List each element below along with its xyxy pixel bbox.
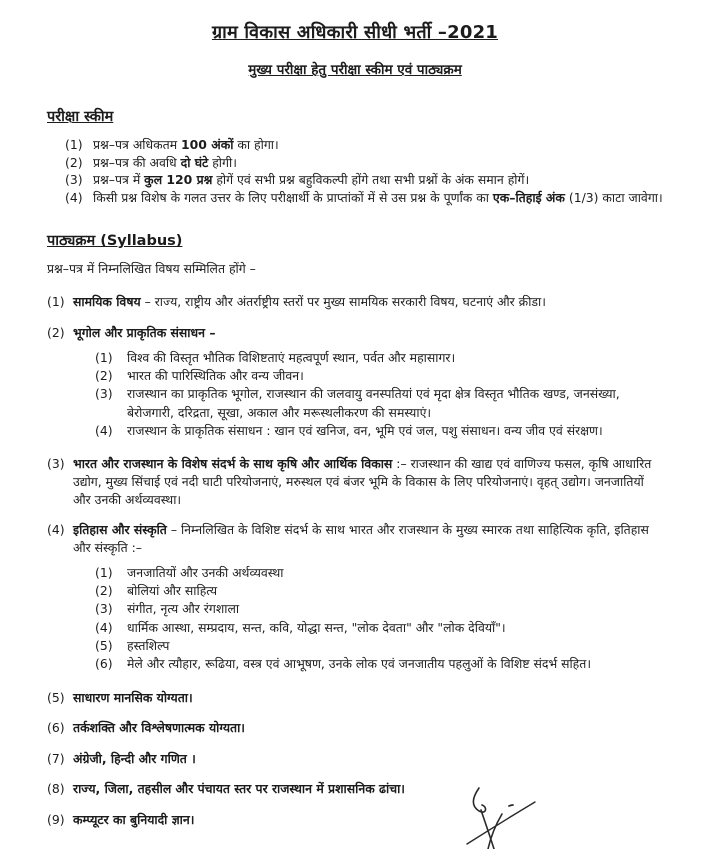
- item-number: (2): [65, 154, 83, 170]
- subitem-number: (5): [95, 637, 113, 653]
- syllabus-topic: [47, 780, 663, 798]
- topic-number: (8): [47, 781, 65, 797]
- topic-number: (1): [47, 294, 65, 310]
- item-text: प्रश्न–पत्र की अवधि दो घंटे होगी।: [93, 154, 237, 170]
- syllabus-topic: [47, 324, 663, 442]
- syllabus-topic: [47, 719, 663, 737]
- subitem-text: जनजातियों और उनकी अर्थव्यवस्था: [127, 564, 284, 580]
- exam-scheme-heading: परीक्षा स्कीम: [47, 109, 114, 125]
- topic-body: सामयिक विषय – राज्य, राष्ट्रीय और अंतर्राष्ट्रीय स्तरों पर मुख्य सामयिक सरकारी विषय, घटनाएं और क्रीडा।: [73, 294, 546, 310]
- syllabus-intro: प्रश्न–पत्र में निम्नलिखित विषय सम्मिलित होंगे –: [47, 261, 256, 277]
- exam-scheme-list: [65, 136, 663, 206]
- topic-body: कम्प्यूटर का बुनियादी ज्ञान।: [73, 812, 195, 828]
- syllabus-topic: [47, 689, 663, 707]
- item-text: प्रश्न–पत्र अधिकतम 100 अंकों का होगा।: [93, 137, 279, 152]
- exam-scheme-item: [65, 154, 663, 172]
- syllabus-subitem: [95, 619, 663, 637]
- topic-sub-list: [95, 564, 663, 674]
- subitem-text: विश्व की विस्तृत भौतिक विशिष्टताएं महत्वपूर्ण स्थान, पर्वत और महासागर।: [127, 349, 456, 365]
- syllabus-subitem: [95, 582, 663, 600]
- subitem-text: संगीत, नृत्य और रंगशाला: [127, 601, 240, 617]
- exam-scheme-item: [65, 189, 663, 207]
- syllabus-topic: [47, 521, 663, 675]
- item-text: प्रश्न–पत्र में कुल 120 प्रश्न होगें एवं सभी प्रश्न बहुविकल्पी होंगे तथा सभी प्रश्नों के अंक समान होगें।: [93, 172, 530, 188]
- subitem-number: (6): [95, 656, 113, 672]
- syllabus-subitem: [95, 600, 663, 618]
- syllabus-subitem: [95, 422, 663, 440]
- syllabus-topics: [47, 293, 663, 828]
- syllabus-subitem: [95, 637, 663, 655]
- subitem-number: (1): [95, 349, 113, 365]
- topic-number: (3): [47, 456, 65, 472]
- topic-sub-list: [95, 349, 663, 441]
- exam-scheme-item: [65, 171, 663, 189]
- syllabus-heading: पाठ्यक्रम (Syllabus): [47, 233, 183, 250]
- subitem-number: (3): [95, 386, 113, 402]
- topic-number: (2): [47, 325, 65, 341]
- subitem-number: (3): [95, 601, 113, 617]
- syllabus-subitem: [95, 367, 663, 385]
- topic-number: (7): [47, 750, 65, 766]
- subitem-number: (1): [95, 564, 113, 580]
- item-number: (4): [65, 189, 83, 205]
- topic-body: तर्कशक्ति और विश्लेषणात्मक योग्यता।: [73, 720, 245, 736]
- item-number: (3): [65, 172, 83, 188]
- topic-body: भारत और राजस्थान के विशेष संदर्भ के साथ कृषि और आर्थिक विकास :– राजस्थान की खाद्य एवं वाणिज्य फसल, कृषि आधारित उद्योग, मुख्य सिंचाई एवं नदी घाटी परियोजनाएं, मरुस्थल एवं बंजर भूमि के विकास के लिए परियोजनाएं। वृहत् उद्योग। जनजातियों और उनकी अर्थव्यवस्था।: [73, 456, 652, 507]
- subitem-text: धार्मिक आस्था, सम्प्रदाय, सन्त, कवि, योद्धा सन्त, "लोक देवता" और "लोक देवियाँ"।: [127, 619, 506, 635]
- subitem-text: मेले और त्यौहार, रूढिया, वस्त्र एवं आभूषण, उनके लोक एवं जनजातीय पहलुओं के विशिष्ट संदर्भ सहित।: [127, 656, 592, 672]
- topic-number: (4): [47, 522, 65, 538]
- handwritten-signature-icon: [445, 786, 565, 849]
- topic-body: अंग्रेजी, हिन्दी और गणित ।: [73, 750, 196, 766]
- topic-number: (5): [47, 689, 65, 705]
- subitem-text: भारत की पारिस्थितिक और वन्य जीवन।: [127, 368, 304, 384]
- syllabus-subitem: [95, 564, 663, 582]
- subitem-text: हस्तशिल्प: [127, 637, 170, 653]
- topic-number: (9): [47, 812, 65, 828]
- subitem-number: (4): [95, 619, 113, 635]
- subitem-text: राजस्थान के प्राकृतिक संसाधन : खान एवं खनिज, वन, भूमि एवं जल, पशु संसाधन। वन्य जीव एवं संरक्षण।: [127, 423, 603, 439]
- syllabus-topic: [47, 455, 663, 508]
- subitem-number: (2): [95, 582, 113, 598]
- syllabus-topic: [47, 811, 663, 829]
- topic-body: राज्य, जिला, तहसील और पंचायत स्तर पर राजस्थान में प्रशासनिक ढांचा।: [73, 781, 405, 797]
- syllabus-topic: [47, 750, 663, 768]
- syllabus-subitem: [95, 349, 663, 367]
- topic-body: साधारण मानसिक योग्यता।: [73, 689, 193, 705]
- topic-body: इतिहास और संस्कृति – निम्नलिखित के विशिष्ट संदर्भ के साथ भारत और राजस्थान के मुख्य स्मारक तथा साहित्यिक कृति, इतिहास और संस्कृति :– (1) जनजातियों और उनकी अर्थव्यवस्था (2) बोलियां और साहित्य (3) संगीत, नृत्य और रंगशाला (4) धार्मिक आस्था, सम्प्रदाय, सन्त, कवि, योद्धा सन्त, "लोक देवता" और "लोक देवियाँ"। (5) हस्तशिल्प (6) मेले और त्यौहार, रूढिया, वस्त्र एवं आभूषण, उनके लोक एवं जनजातीय पहलुओं के विशिष्ट संदर्भ सहित।: [73, 521, 663, 675]
- syllabus-subitem: [95, 385, 663, 422]
- topic-body: भूगोल और प्राकृतिक संसाधन – (1) विश्व की विस्तृत भौतिक विशिष्टताएं महत्वपूर्ण स्थान, पर्वत और महासागर। (2) भारत की पारिस्थितिक और वन्य जीवन। (3) राजस्थान का प्राकृतिक भूगोल, राजस्थान की जलवायु वनस्पतियां एवं मृदा क्षेत्र विस्तृत भौतिक खण्ड, जनसंख्या, बेरोजगारी, दरिद्रता, सूखा, अकाल और मरूस्थलीकरण की समस्याएं। (4) राजस्थान के प्राकृतिक संसाधन : खान एवं खनिज, वन, भूमि एवं जल, पशु संसाधन। वन्य जीव एवं संरक्षण।: [73, 324, 663, 442]
- item-text: किसी प्रश्न विशेष के गलत उत्तर के लिए परीक्षार्थी के प्राप्तांकों में से उस प्रश्न के पूर्णांक का एक–तिहाई अंक (1/3) काटा जावेगा।: [93, 189, 663, 205]
- subitem-number: (4): [95, 423, 113, 439]
- item-number: (1): [65, 137, 83, 152]
- subitem-text: बोलियां और साहित्य: [127, 582, 218, 598]
- document-title: ग्राम विकास अधिकारी सीधी भर्ती –2021: [211, 22, 499, 43]
- syllabus-subitem: [95, 655, 663, 673]
- topic-number: (6): [47, 720, 65, 736]
- document-subtitle: मुख्य परीक्षा हेतु परीक्षा स्कीम एवं पाठ्यक्रम: [248, 62, 462, 78]
- subitem-text: राजस्थान का प्राकृतिक भूगोल, राजस्थान की जलवायु वनस्पतियां एवं मृदा क्षेत्र विस्तृत भौतिक खण्ड, जनसंख्या, बेरोजगारी, दरिद्रता, सूखा, अकाल और मरूस्थलीकरण की समस्याएं।: [127, 386, 620, 420]
- syllabus-topic: [47, 293, 663, 311]
- subitem-number: (2): [95, 368, 113, 384]
- exam-scheme-item: [65, 136, 663, 154]
